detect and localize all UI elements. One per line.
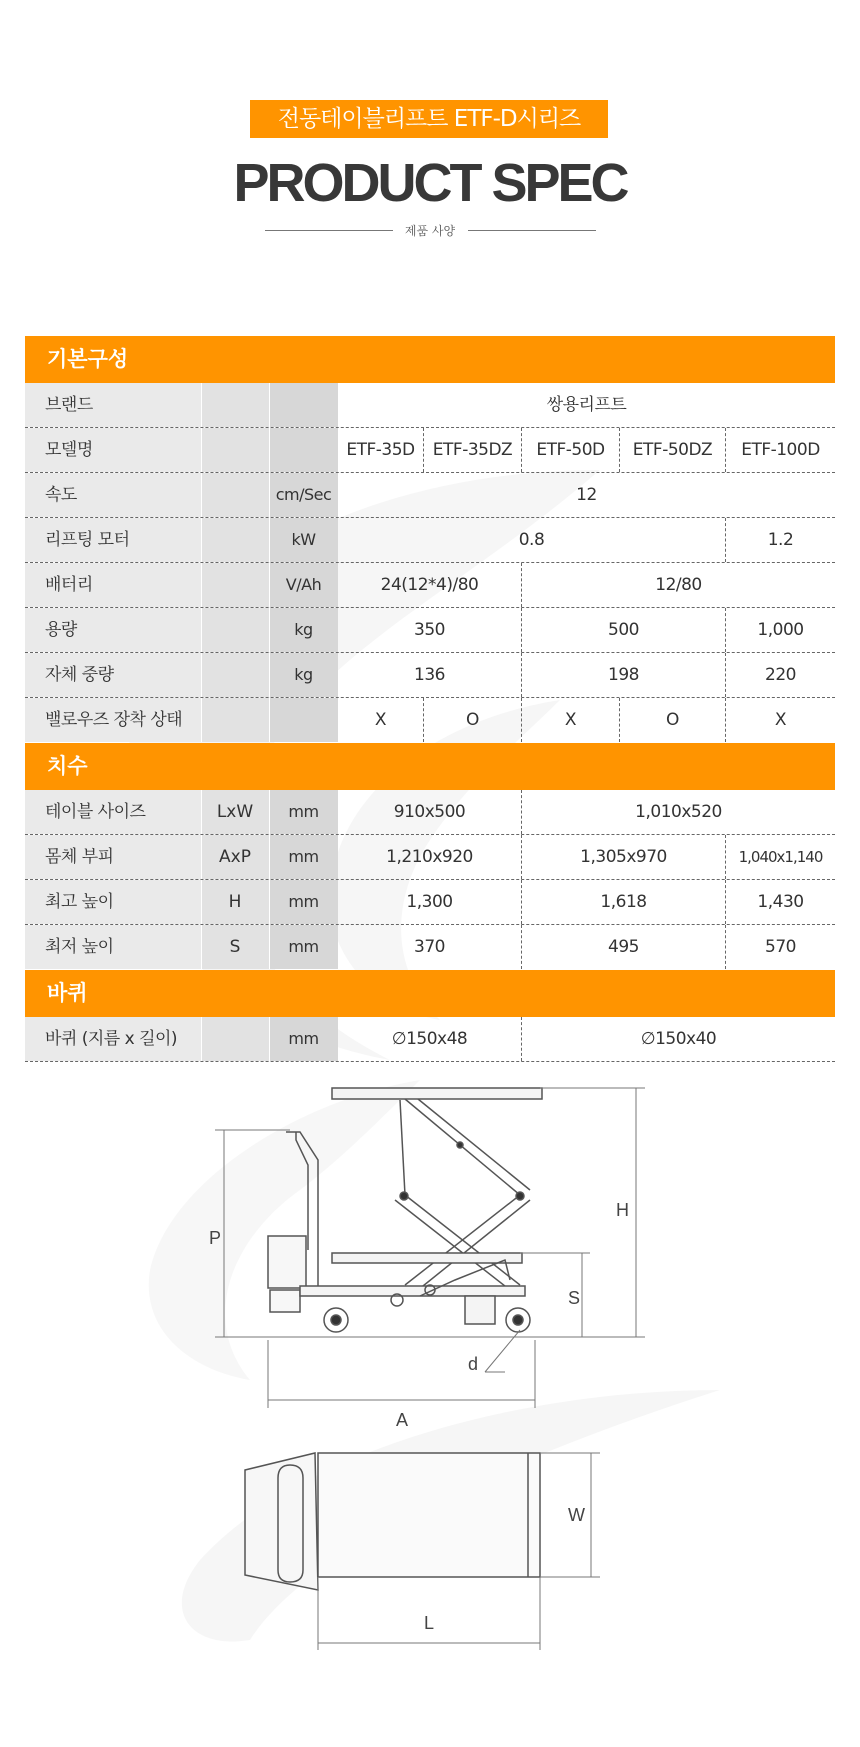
cell-weight: 198 bbox=[521, 653, 725, 697]
row-label: 모델명 bbox=[25, 428, 201, 472]
cell-wheel: ∅150x48 bbox=[391, 1029, 468, 1049]
cell-model: ETF-50DZ bbox=[619, 428, 725, 472]
dimension-label-l: L bbox=[424, 1613, 435, 1633]
section-dimensions: 치수 bbox=[25, 743, 835, 790]
cell-bellows: X bbox=[374, 710, 387, 730]
cell-motor: 1.2 bbox=[725, 518, 835, 562]
row-label: 바퀴 (지름 x 길이) bbox=[25, 1017, 201, 1061]
dimension-label-s: S bbox=[568, 1288, 581, 1308]
cell-table-size: 910x500 bbox=[393, 802, 466, 822]
row-label: 최고 높이 bbox=[25, 880, 201, 924]
row-label: 테이블 사이즈 bbox=[25, 790, 201, 834]
cell-body: 1,210x920 bbox=[386, 847, 473, 867]
row-unit: cm/Sec bbox=[269, 473, 338, 517]
row-label: 자체 중량 bbox=[25, 653, 201, 697]
row-unit: mm bbox=[269, 835, 338, 879]
dimension-label-p: P bbox=[209, 1228, 222, 1248]
cell-max-height: 1,430 bbox=[725, 880, 835, 924]
cell-brand: 쌍용리프트 bbox=[546, 395, 627, 415]
row-unit: mm bbox=[269, 880, 338, 924]
page-subtitle: 제품 사양 bbox=[404, 224, 456, 238]
cell-min-height: 370 bbox=[414, 937, 445, 957]
cell-body: 1,305x970 bbox=[521, 835, 725, 879]
row-label: 속도 bbox=[25, 473, 201, 517]
cell-bellows: X bbox=[725, 698, 835, 742]
cell-speed: 12 bbox=[576, 485, 597, 505]
row-label: 리프팅 모터 bbox=[25, 518, 201, 562]
cell-bellows: O bbox=[423, 698, 521, 742]
cell-max-height: 1,300 bbox=[406, 892, 453, 912]
row-unit: kg bbox=[269, 653, 338, 697]
row-unit: kW bbox=[269, 518, 338, 562]
cell-bellows: O bbox=[619, 698, 725, 742]
row-unit: mm bbox=[269, 790, 338, 834]
row-symbol: H bbox=[201, 880, 269, 924]
row-unit: kg bbox=[269, 608, 338, 652]
row-label: 밸로우즈 장착 상태 bbox=[25, 698, 201, 742]
row-unit: V/Ah bbox=[269, 563, 338, 607]
row-label: 브랜드 bbox=[25, 383, 201, 427]
cell-weight: 136 bbox=[414, 665, 445, 685]
dimension-label-d: d bbox=[468, 1354, 479, 1374]
cell-body: 1,040x1,140 bbox=[725, 835, 835, 879]
row-label: 배터리 bbox=[25, 563, 201, 607]
cell-battery: 12/80 bbox=[521, 563, 835, 607]
row-label: 최저 높이 bbox=[25, 925, 201, 969]
top-view-drawing bbox=[245, 1453, 540, 1590]
row-unit: mm bbox=[269, 925, 338, 969]
row-label: 몸체 부피 bbox=[25, 835, 201, 879]
header-tag: 전동테이블리프트 ETF-D시리즈 bbox=[250, 100, 608, 138]
cell-table-size: 1,010x520 bbox=[521, 790, 835, 834]
cell-model: ETF-35D bbox=[346, 440, 415, 460]
dimension-label-a: A bbox=[396, 1410, 409, 1430]
cell-capacity: 500 bbox=[521, 608, 725, 652]
cell-bellows: X bbox=[521, 698, 619, 742]
row-unit: mm bbox=[269, 1017, 338, 1061]
cell-min-height: 495 bbox=[521, 925, 725, 969]
row-symbol: S bbox=[201, 925, 269, 969]
row-symbol: LxW bbox=[201, 790, 269, 834]
cell-max-height: 1,618 bbox=[521, 880, 725, 924]
dimension-label-h: H bbox=[616, 1200, 629, 1220]
side-view-drawing bbox=[268, 1088, 542, 1332]
cell-capacity: 350 bbox=[414, 620, 445, 640]
cell-battery: 24(12*4)/80 bbox=[380, 575, 479, 595]
cell-capacity: 1,000 bbox=[725, 608, 835, 652]
dimension-label-w: W bbox=[568, 1505, 585, 1525]
row-symbol: AxP bbox=[201, 835, 269, 879]
cell-weight: 220 bbox=[725, 653, 835, 697]
row-label: 용량 bbox=[25, 608, 201, 652]
cell-model: ETF-35DZ bbox=[423, 428, 521, 472]
section-basic: 기본구성 bbox=[25, 336, 835, 383]
cell-model: ETF-100D bbox=[725, 428, 835, 472]
cell-wheel: ∅150x40 bbox=[521, 1017, 835, 1061]
section-wheel: 바퀴 bbox=[25, 970, 835, 1017]
cell-min-height: 570 bbox=[725, 925, 835, 969]
page-title: PRODUCT SPEC bbox=[233, 153, 627, 213]
cell-model: ETF-50D bbox=[521, 428, 619, 472]
cell-motor: 0.8 bbox=[518, 530, 545, 550]
